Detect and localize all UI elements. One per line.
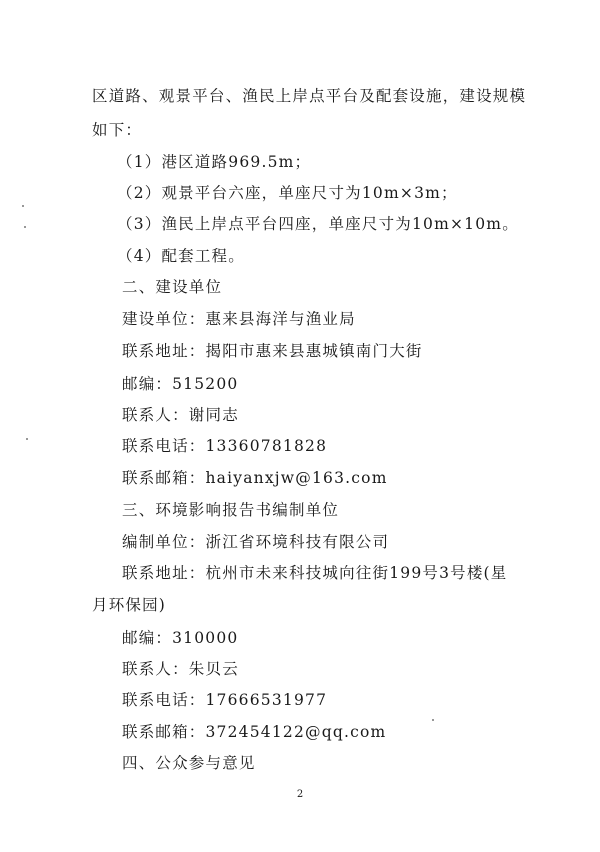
body-line: 联系邮箱：haiyanxjw@163.com — [122, 469, 388, 487]
list-item: （2）观景平台六座，单座尺寸为10m×3m； — [117, 184, 458, 202]
scan-speck — [22, 205, 24, 207]
section-heading: 二、建设单位 — [122, 278, 223, 296]
scan-speck — [24, 226, 26, 228]
list-item: （3）渔民上岸点平台四座，单座尺寸为10m×10m。 — [117, 215, 519, 233]
scan-speck — [26, 438, 28, 440]
list-item: （1）港区道路969.5m； — [117, 153, 312, 171]
body-line: 联系地址：揭阳市惠来县惠城镇南门大街 — [122, 342, 423, 360]
list-item: （4）配套工程。 — [117, 247, 245, 265]
body-line: 如下： — [92, 121, 143, 139]
body-line: 联系电话：13360781828 — [122, 437, 328, 455]
section-heading: 四、公众参与意见 — [122, 754, 256, 772]
page-number: 2 — [296, 789, 304, 800]
scan-speck — [432, 719, 434, 721]
body-line: 建设单位：惠来县海洋与渔业局 — [122, 310, 356, 328]
body-line: 联系人：朱贝云 — [122, 660, 239, 678]
body-line: 区道路、观景平台、渔民上岸点平台及配套设施，建设规模 — [92, 87, 527, 105]
body-line: 联系人：谢同志 — [122, 406, 239, 424]
body-line: 邮编：515200 — [122, 375, 239, 393]
body-line: 月环保园) — [92, 596, 167, 614]
body-line: 联系地址：杭州市未来科技城向往街199号3号楼(星 — [122, 564, 508, 582]
body-line: 邮编：310000 — [122, 629, 239, 647]
body-line: 编制单位：浙江省环境科技有限公司 — [122, 533, 390, 551]
body-line: 联系邮箱：372454122@qq.com — [122, 723, 387, 741]
section-heading: 三、环境影响报告书编制单位 — [122, 501, 340, 519]
body-line: 联系电话：17666531977 — [122, 691, 328, 709]
